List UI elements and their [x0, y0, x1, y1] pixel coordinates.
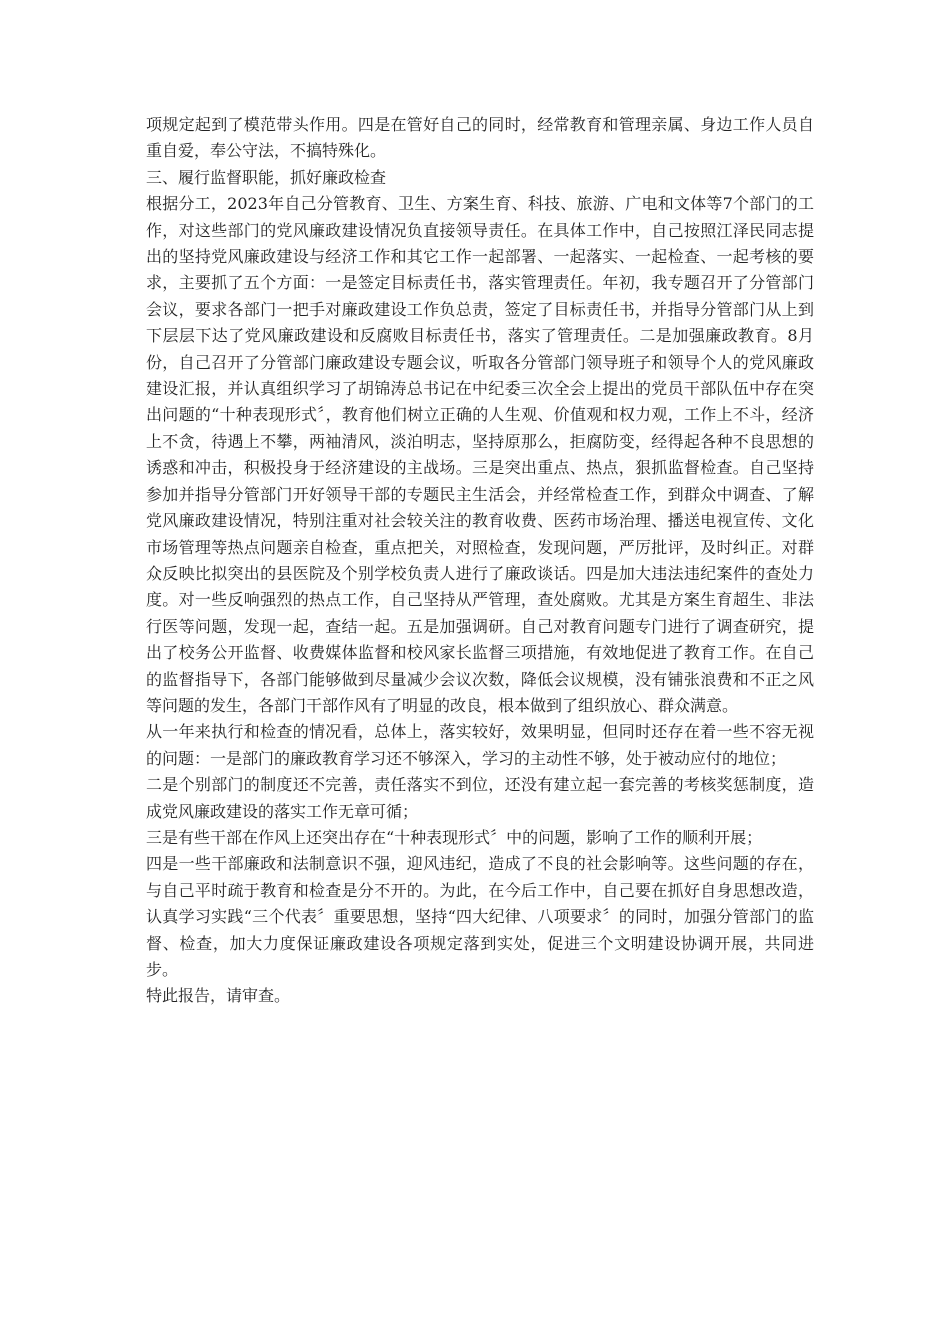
document-body [146, 112, 814, 1010]
paragraph-problem-two: 二是个别部门的制度还不完善，责任落实不到位，还没有建立起一套完善的考核奖惩制度，造成党风廉政建设的落实工作无章可循； [146, 775, 814, 821]
paragraph-problem-three: 三是有些干部在作风上还突出存在“十种表现形式〞中的问题，影响了工作的顺利开展； [146, 827, 763, 847]
paragraph-problem-four: 四是一些干部廉政和法制意识不强，迎风违纪，造成了不良的社会影响等。这些问题的存在，与自己平时疏于教育和检查是分不开的。为此，在今后工作中，自己要在抓好自身思想改造，认真学习实践“三个代表〞重要思想，坚持“四大纪律、八项要求〞的同时，加强分管部门的监督、检查，加大力度保证廉政建设各项规定落到实处，促进三个文明建设协调开展，共同进步。 [146, 854, 814, 979]
paragraph-problems-intro: 从一年来执行和检查的情况看，总体上，落实较好，效果明显，但同时还存在着一些不容无视的问题：一是部门的廉政教育学习还不够深入，学习的主动性不够，处于被动应付的地位； [146, 722, 814, 768]
paragraph-supervision-work: 根据分工，2023年自己分管教育、卫生、方案生育、科技、旅游、广电和文体等7个部门的工作，对这些部门的党风廉政建设情况负直接领导责任。在具体工作中，自己按照江泽民同志提出的坚持党风廉政建设与经济工作和其它工作一起部署、一起落实、一起检查、一起考核的要求，主要抓了五个方面：一是签定目标责任书，落实管理责任。年初，我专题召开了分管部门会议，要求各部门一把手对廉政建设工作负总责，签定了目标责任书，并指导分管部门从上到下层层下达了党风廉政建设和反腐败目标责任书，落实了管理责任。二是加强廉政教育。8月份，自己召开了分管部门廉政建设专题会议，听取各分管部门领导班子和领导个人的党风廉政建设汇报，并认真组织学习了胡锦涛总书记在中纪委三次全会上提出的党员干部队伍中存在突出问题的“十种表现形式〞，教育他们树立正确的人生观、价值观和权力观，工作上不斗，经济上不贪，待遇上不攀，两袖清风，淡泊明志，坚持原那么，拒腐防变，经得起各种不良思想的诱惑和冲击，积极投身于经济建设的主战场。三是突出重点、热点，狠抓监督检查。自己坚持参加并指导分管部门开好领导干部的专题民主生活会，并经常检查工作，到群众中调查、了解党风廉政建设情况，特别注重对社会较关注的教育收费、医药市场治理、播送电视宣传、文化市场管理等热点问题亲自检查，重点把关，对照检查，发现问题，严厉批评，及时纠正。对群众反映比拟突出的县医院及个别学校负责人进行了廉政谈话。四是加大违法违纪案件的查处力度。对一些反响强烈的热点工作，自己坚持从严管理，查处腐败。尤其是方案生育超生、非法行医等问题，发现一起，查结一起。五是加强调研。自己对教育问题专门进行了调查研究，提出了校务公开监督、收费媒体监督和校风家长监督三项措施，有效地促进了教育工作。在自己的监督指导下，各部门能够做到尽量减少会议次数，降低会议规模，没有铺张浪费和不正之风等问题的发生，各部门干部作风有了明显的改良，根本做到了组织放心、群众满意。 [146, 194, 814, 715]
paragraph-continuation: 项规定起到了模范带头作用。四是在管好自己的同时，经常教育和管理亲属、身边工作人员自重自爱，奉公守法，不搞特殊化。 [146, 115, 814, 161]
section-heading: 三、履行监督职能，抓好廉政检查 [146, 167, 387, 187]
closing-line: 特此报告，请审查。 [146, 986, 291, 1006]
